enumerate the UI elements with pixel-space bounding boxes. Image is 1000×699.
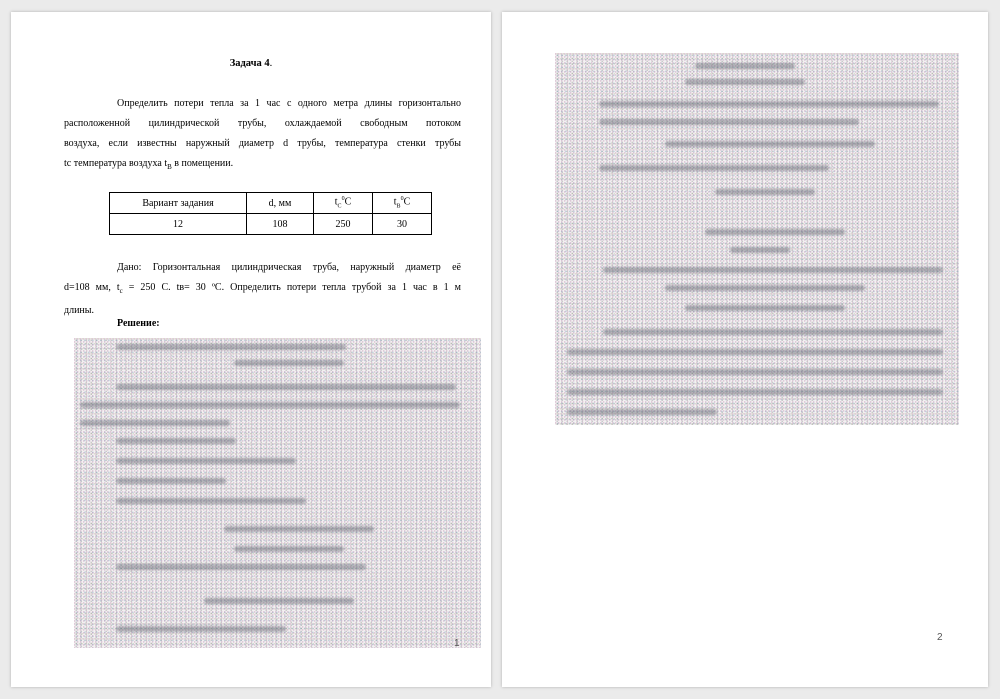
document-page-2 [502, 12, 988, 687]
page-number: 1 [454, 638, 460, 649]
table-header-row [110, 193, 432, 214]
header-variant: Вариант задания [110, 193, 247, 214]
problem-statement: Определить потери тепла за 1 час с одного метра длины горизонтально расположенной цилиндрической трубы, охлаждаемой свободным потоком воздуха, если известны наружный диаметр d трубы, температура стенки трубы tc температура воздуха $t_В$ в помещении. [64, 98, 461, 171]
cell-wall-temp: 250 [314, 214, 373, 235]
variants-table [109, 192, 432, 235]
cell-diameter: 108 [247, 214, 314, 235]
solution-heading: Решение: [117, 318, 160, 329]
obscured-solution-block [74, 338, 481, 648]
obscured-content-block [555, 53, 959, 425]
cell-air-temp: 30 [373, 214, 432, 235]
table-row [110, 214, 432, 235]
cell-variant: 12 [110, 214, 247, 235]
document-page-1 [11, 12, 491, 687]
given-statement: Дано: Горизонтальная цилиндрическая труба, наружный диаметр её d=108 мм, $t_с = 250$ С. tв= 30 ºС. Определить потери тепла трубой за 1 час в 1 м длины. [64, 262, 461, 316]
task-title: Задача 4. [229, 58, 273, 69]
header-wall-temp: $t_C^0C$ [314, 193, 373, 214]
page-number: 2 [937, 632, 943, 643]
header-air-temp: $t_В^0C$ [373, 193, 432, 214]
header-diameter: d, мм [247, 193, 314, 214]
